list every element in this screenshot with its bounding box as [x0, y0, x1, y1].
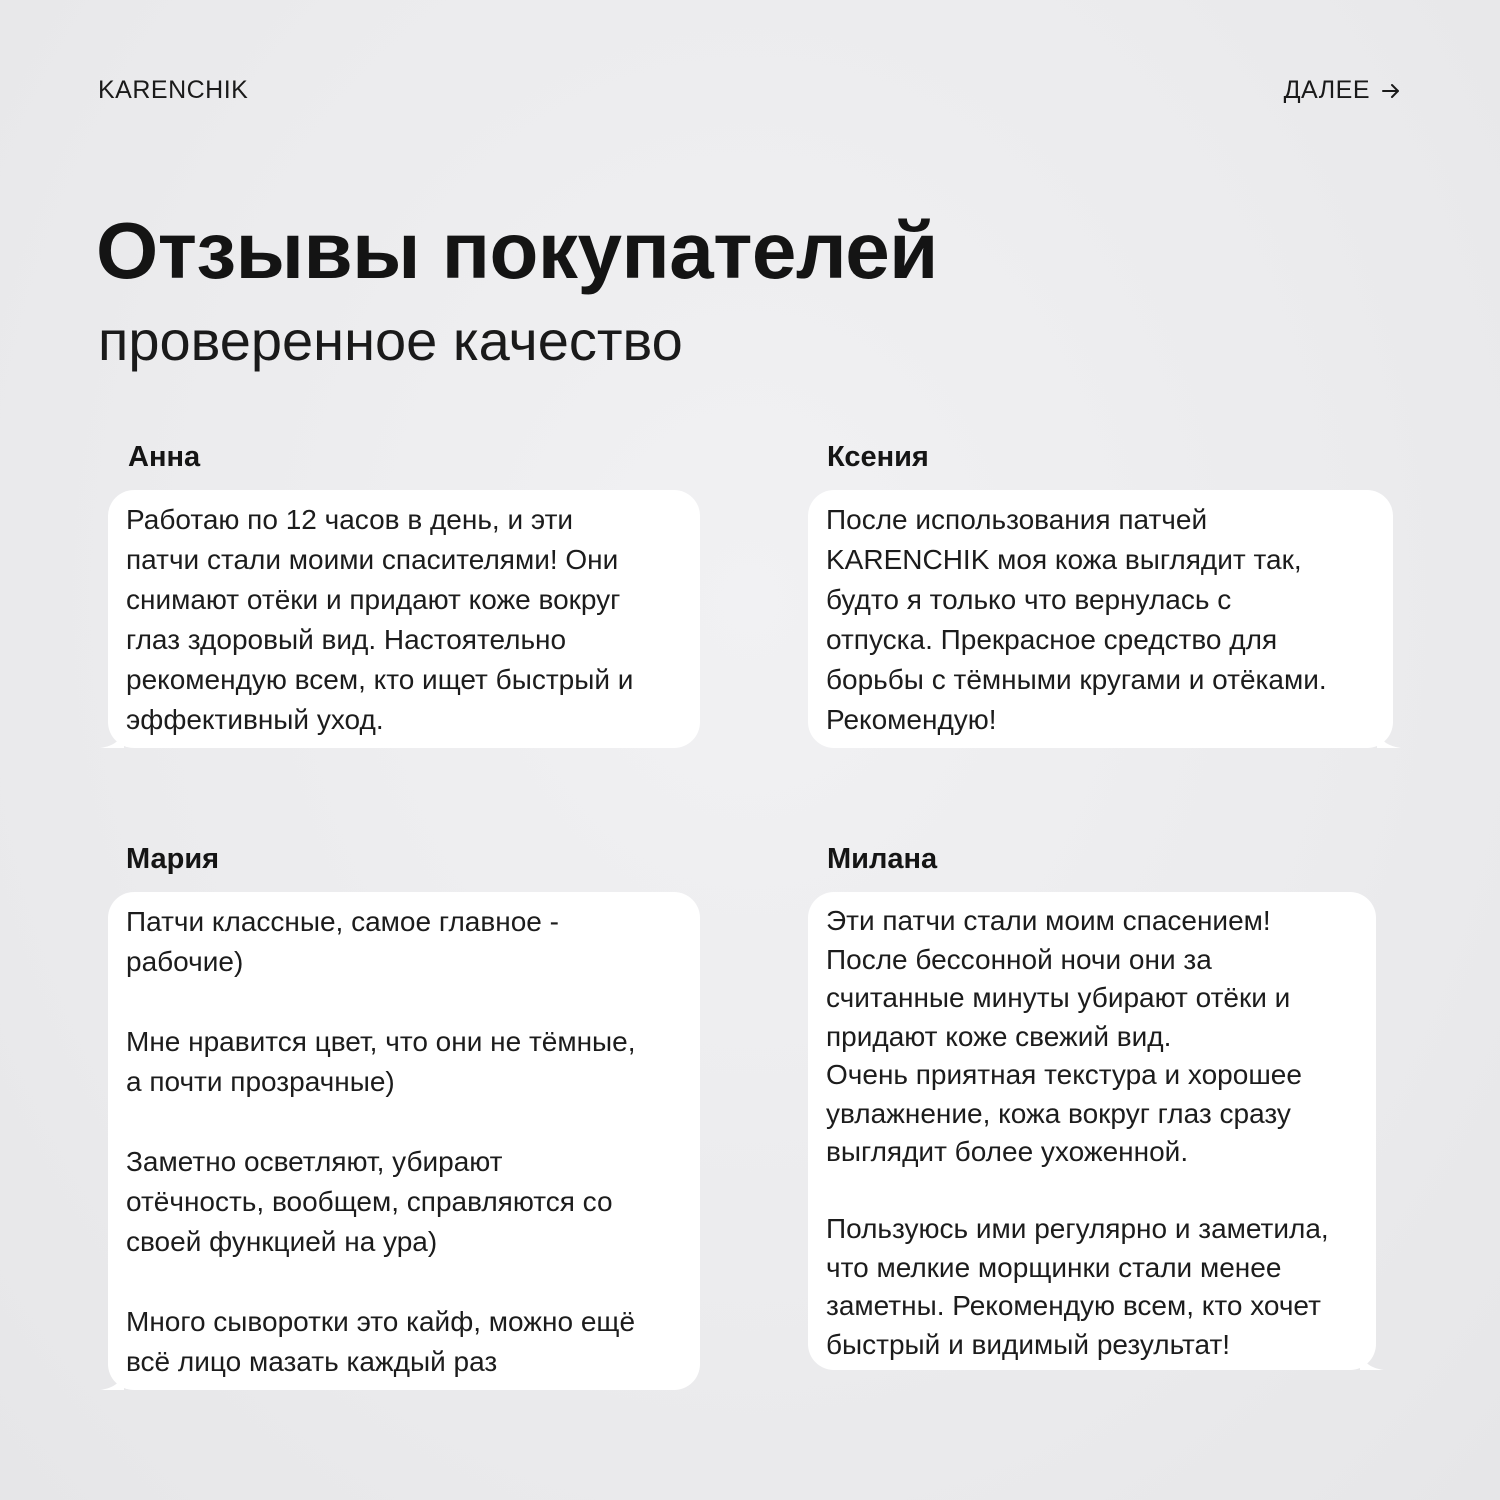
review-card-kseniya [808, 441, 1393, 748]
reviewer-name: Анна [128, 441, 201, 473]
next-label: ДАЛЕЕ [1283, 76, 1370, 104]
review-text: Работаю по 12 часов в день, и эти патчи стали моими спасителями! Они снимают отёки и придают коже вокруг глаз здоровый вид. Настоятельно рекомендую всем, кто ищет быстрый и эффективный уход. [126, 504, 634, 735]
reviewer-name: Ксения [827, 441, 929, 473]
review-bubble [108, 892, 700, 1390]
review-card-anna [108, 441, 700, 748]
reviewer-name: Милана [827, 843, 938, 875]
bubble-tail-icon [1360, 1350, 1384, 1370]
review-bubble [108, 490, 700, 748]
review-text: После использования патчей KARENCHIK моя кожа выглядит так, будто я только что вернулась с отпуска. Прекрасное средство для борьбы с тёмными кругами и отёками. Рекомендую! [826, 504, 1327, 735]
reviewer-name: Мария [126, 843, 220, 875]
bubble-tail-icon [100, 728, 124, 748]
arrow-right-icon [1380, 80, 1402, 102]
review-card-mariya [108, 843, 700, 1390]
review-text: Эти патчи стали моим спасением! После бессонной ночи они за считанные минуты убирают отёки и придают коже свежий вид. Очень приятная текстура и хорошее увлажнение, кожа вокруг глаз сразу выглядит более ухоженной. Пользуюсь ими регулярно и заметила, что мелкие морщинки стали менее заметны. Рекомендую всем, кто хочет быстрый и видимый результат! [826, 905, 1329, 1360]
review-bubble [808, 490, 1393, 748]
next-button[interactable] [1284, 76, 1402, 105]
bubble-tail-icon [100, 1370, 124, 1390]
review-bubble [808, 892, 1376, 1370]
page-title: Отзывы покупателей [96, 206, 938, 295]
page-subtitle: проверенное качество [98, 309, 683, 372]
review-card-milana [808, 843, 1376, 1370]
bubble-tail-icon [1377, 728, 1401, 748]
review-text: Патчи классные, самое главное - рабочие) Мне нравится цвет, что они не тёмные, а почти прозрачные) Заметно осветляют, убирают отёчность, вообщем, справляются со своей функцией на ура) Много сыворотки это кайф, можно ещё всё лицо мазать каждый раз [126, 906, 636, 1377]
brand-logo: KARENCHIK [98, 76, 249, 104]
